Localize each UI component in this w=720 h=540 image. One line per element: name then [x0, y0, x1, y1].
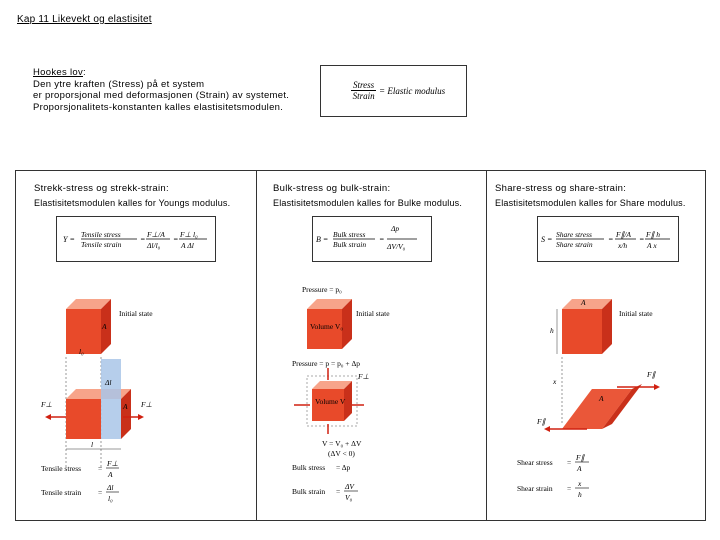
bulk-diagram — [292, 284, 442, 514]
bulk-initial-label: Initial state — [356, 309, 390, 318]
youngs-rhs2: Δl/l₀ — [147, 241, 161, 250]
share-modulus-formula — [537, 216, 679, 262]
shear-stress-den: A — [577, 464, 582, 473]
bulk-pressure0: Pressure = p₀ — [302, 285, 342, 294]
shear-strain-label: Shear strain — [517, 484, 553, 493]
shear-initial-front — [562, 309, 602, 354]
tensile-diagram — [41, 289, 181, 514]
shear-stress-num: F∥ — [576, 453, 585, 462]
svg-text:=: = — [173, 235, 179, 244]
shear-label-f-top: F∥ — [647, 370, 656, 379]
shear-label-x: x — [553, 377, 557, 386]
shear-title: Share-stress og share-strain: — [495, 183, 627, 194]
youngs-num: Tensile stress — [81, 230, 121, 239]
bulk-description: Elastisitetsmodulen kalles for Bulke modulus. — [273, 198, 463, 208]
formula-denominator: Strain — [352, 91, 375, 101]
youngs-rhs3: F⊥ l₀ — [180, 230, 198, 239]
bulk-rhs1: Δp — [391, 224, 400, 233]
hookes-law-heading: Hookes lov — [33, 67, 83, 78]
shear-description: Elastisitetsmodulen kalles for Share modulus. — [495, 198, 686, 208]
shear-label-a: A — [581, 298, 586, 307]
share-den: Share strain — [556, 240, 593, 249]
share-rhs4: A x — [647, 241, 657, 250]
share-rhs1: F∥/A — [616, 230, 631, 239]
bulk-modulus-formula — [312, 216, 432, 262]
tensile-description: Elastisitetsmodulen kalles for Youngs modulus. — [34, 198, 231, 208]
stress-strain-panels — [15, 170, 706, 521]
tensile-label-a: A — [102, 322, 107, 331]
shear-label-h: h — [550, 326, 554, 335]
shear-initial-label: Initial state — [619, 309, 653, 318]
youngs-den: Tensile strain — [81, 240, 122, 249]
share-lhs: S = — [541, 235, 553, 244]
bulk-vrel: V = V₀ + ΔV — [322, 439, 362, 448]
tensile-strain-den: l₀ — [108, 494, 113, 503]
svg-text:=: = — [567, 484, 572, 493]
tensile-strain-num: Δl — [107, 483, 114, 492]
share-rhs2: x/h — [618, 241, 628, 250]
tensile-title: Strekk-stress og strekk-strain: — [34, 183, 169, 194]
bulk-strain-den: V₀ — [345, 493, 353, 502]
youngs-modulus-formula — [56, 216, 216, 262]
bulk-pressure1: Pressure = p = p₀ + Δp — [292, 359, 361, 368]
bulk-vneg: (ΔV < 0) — [328, 449, 355, 458]
youngs-rhs1: F⊥/A — [147, 230, 165, 239]
bulk-strain-num: ΔV — [345, 482, 354, 491]
youngs-formula-graphic — [57, 217, 215, 261]
bulk-lhs: B = — [316, 235, 329, 244]
tensile-label-a2: A — [123, 402, 128, 411]
tensile-label-l: l — [91, 440, 94, 449]
svg-text:=: = — [98, 464, 103, 473]
intro-line-3: Proporsjonalitets-konstanten kalles elastisitetsmodulen. — [33, 101, 284, 113]
svg-text:=: = — [567, 458, 572, 467]
heading-colon: : — [83, 67, 86, 78]
shear-label-f-bottom: F∥ — [537, 417, 546, 426]
svg-text:=: = — [336, 487, 341, 496]
bulk-volume0: Volume V₀ — [310, 322, 343, 331]
tensile-column — [16, 171, 256, 520]
tensile-label-f-left: F⊥ — [41, 400, 53, 409]
tensile-stress-label: Tensile stress — [41, 464, 82, 473]
formula-numerator: Stress — [353, 80, 375, 90]
intro-text — [33, 67, 289, 113]
svg-text:=: = — [379, 235, 385, 244]
bulk-stress-label: Bulk stress — [292, 463, 326, 472]
share-formula-graphic — [538, 217, 678, 261]
share-rhs3: F∥ h — [646, 230, 660, 239]
elastic-modulus-formula — [320, 65, 467, 117]
tensile-initial-label: Initial state — [119, 309, 153, 318]
formula-equals: = Elastic modulus — [379, 86, 446, 96]
tensile-stretched-front — [66, 399, 101, 439]
bulk-volume1: Volume V — [315, 397, 346, 406]
tensile-strain-label: Tensile strain — [41, 488, 82, 497]
svg-text:=: = — [98, 488, 103, 497]
bulk-rhs2: ΔV/V₀ — [387, 242, 406, 251]
svg-text:=: = — [140, 235, 146, 244]
page-title: Kap 11 Likevekt og elastisitet — [17, 14, 152, 25]
bulk-formula-graphic — [313, 217, 431, 261]
tensile-label-f-right: F⊥ — [141, 400, 153, 409]
svg-text:=: = — [608, 235, 614, 244]
shear-diagram — [517, 289, 692, 514]
intro-line-2: er proporsjonal med deformasjonen (Strain) av systemet. — [33, 90, 290, 101]
tensile-stretched-top — [66, 389, 131, 399]
shear-strain-num: x — [578, 479, 582, 488]
youngs-rhs4: A Δl — [181, 241, 194, 250]
shear-stress-label: Shear stress — [517, 458, 553, 467]
youngs-lhs: Y = — [63, 235, 75, 244]
bulk-column — [256, 171, 487, 520]
tensile-label-dl: Δl — [105, 378, 112, 387]
share-num: Share stress — [556, 230, 592, 239]
bulk-stress-rhs: = Δp — [336, 463, 351, 472]
bulk-title: Bulk-stress og bulk-strain: — [273, 183, 391, 194]
tensile-label-l0: l₀ — [79, 347, 84, 356]
bulk-strain-label: Bulk strain — [292, 487, 326, 496]
tensile-stretch-region — [101, 359, 121, 439]
bulk-den: Bulk strain — [333, 240, 367, 249]
bulk-label-f: F⊥ — [358, 372, 370, 381]
intro-line-1: Den ytre kraften (Stress) på et system — [33, 78, 205, 90]
shear-column — [486, 171, 706, 520]
shear-strain-den: h — [578, 490, 582, 499]
stress-strain-fraction — [351, 80, 376, 101]
tensile-stress-num: F⊥ — [107, 459, 119, 468]
tensile-stress-den: A — [108, 470, 113, 479]
shear-label-a2: A — [599, 394, 604, 403]
svg-text:=: = — [639, 235, 645, 244]
bulk-num: Bulk stress — [333, 230, 366, 239]
